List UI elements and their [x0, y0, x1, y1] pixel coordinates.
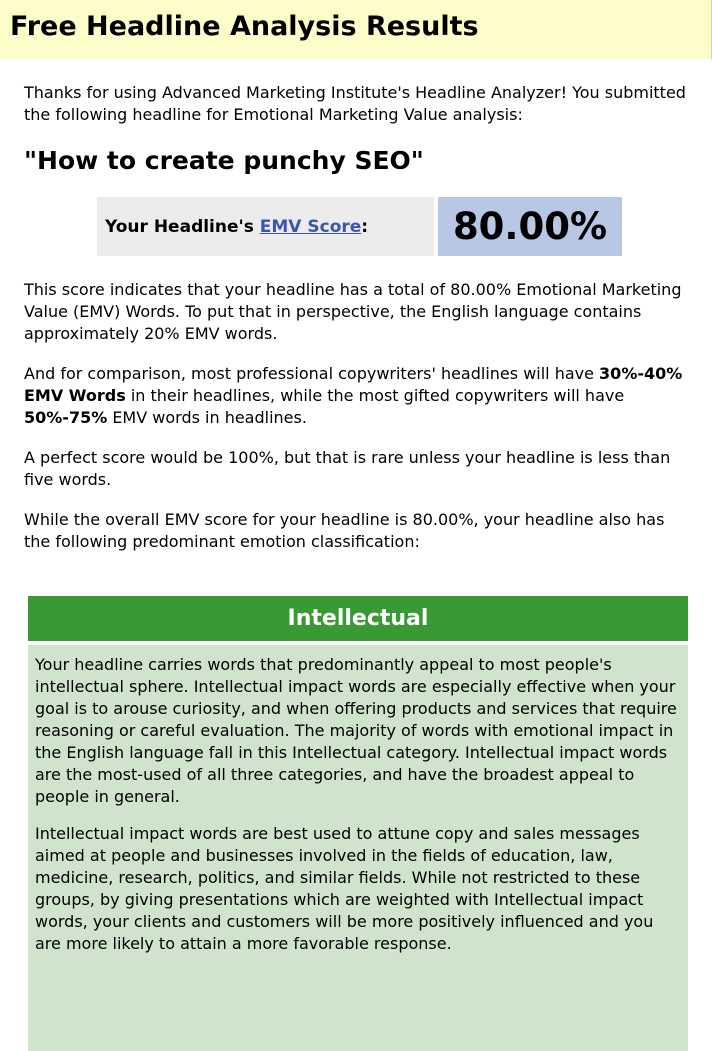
emv-score-box: [97, 197, 622, 256]
intro-paragraph: Thanks for using Advanced Marketing Institute's Headline Analyzer! You submitted the following headline for Emotional Marketing Value analysis:: [24, 83, 686, 124]
comparison-text-b: in their headlines, while the most gifted copywriters will have: [125, 386, 625, 405]
perfect-score-paragraph: A perfect score would be 100%, but that is rare unless your headline is less than five words.: [24, 448, 671, 489]
comparison-text-a: And for comparison, most professional copywriters' headlines will have: [24, 364, 600, 383]
intro-text: [24, 82, 694, 126]
gifted-range: 50%-75%: [24, 408, 108, 427]
emv-score-link[interactable]: EMV Score: [259, 216, 362, 237]
comparison-paragraph: [24, 363, 694, 429]
score-label: [97, 197, 434, 256]
emotion-title: Intellectual: [28, 596, 688, 641]
pro-range: 30%-40% EMV Words: [24, 364, 683, 405]
emotion-body: [28, 645, 688, 1051]
submitted-headline: "How to create punchy SEO": [24, 146, 424, 175]
page-title: Free Headline Analysis Results: [10, 11, 479, 42]
emotion-description-1: Your headline carries words that predominantly appeal to most people's intellectual sphere. Intellectual impact words are especially effective when your goal is to arouse curiosity, and when offering products and services that require reasoning or careful evaluation. The majority of words with emotional impact in the English language fall in this Intellectual category. Intellectual impact words are the most-used of all three categories, and have the broadest appeal to people in general.: [35, 655, 677, 806]
score-label-prefix: Your Headline's: [105, 216, 260, 237]
score-label-suffix: :: [361, 216, 369, 237]
score-value: 80.00%: [438, 197, 622, 256]
emotion-panel: [28, 596, 688, 1051]
score-explanation: This score indicates that your headline has a total of 80.00% Emotional Marketing Value (EMV) Words. To put that in perspective, the English language contains approximately 20% EMV words.: [24, 280, 682, 343]
comparison-text-c: EMV words in headlines.: [107, 408, 307, 427]
page-header: [0, 0, 712, 59]
classification-paragraph: While the overall EMV score for your headline is 80.00%, your headline also has the following predominant emotion classification:: [24, 510, 665, 551]
emotion-description-2: Intellectual impact words are best used to attune copy and sales messages aimed at people and businesses involved in the fields of education, law, medicine, research, politics, and similar fields. While not restricted to these groups, by giving presentations which are weighted with Intellectual impact words, your clients and customers will be more positively influenced and you are more likely to attain a more favorable response.: [35, 824, 654, 953]
